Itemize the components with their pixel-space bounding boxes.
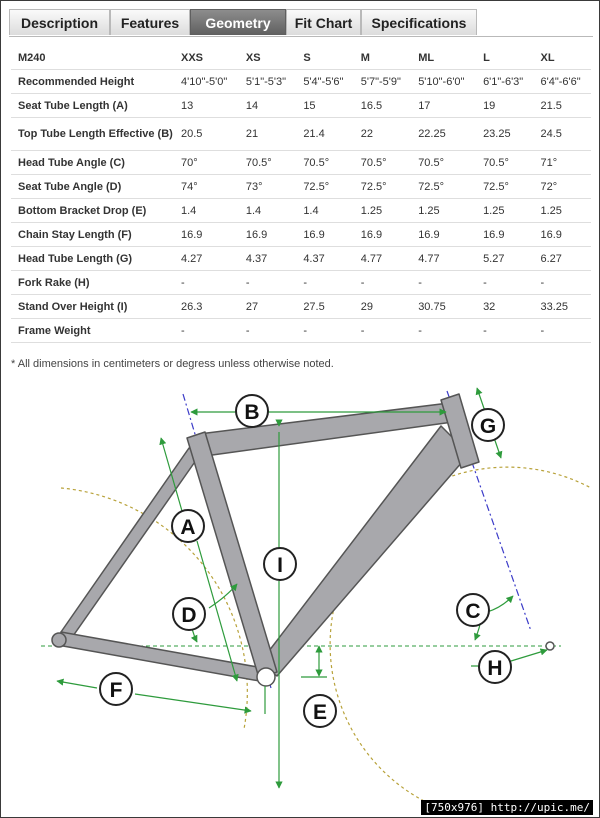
cell-value: 16.9: [354, 223, 411, 247]
dimensions-note: * All dimensions in centimeters or degress unless otherwise noted.: [11, 358, 334, 370]
cell-value: 70.5°: [476, 151, 533, 175]
cell-value: 14: [239, 94, 296, 118]
row-label: Frame Weight: [11, 319, 174, 343]
row-label: Head Tube Angle (C): [11, 151, 174, 175]
size-header: ML: [411, 46, 476, 70]
cell-value: 72.5°: [411, 175, 476, 199]
cell-value: 26.3: [174, 295, 239, 319]
tab-bar: [9, 9, 593, 37]
cell-value: -: [534, 319, 592, 343]
cell-value: 5'7"-5'9": [354, 70, 411, 94]
size-header: XL: [534, 46, 592, 70]
svg-text:H: H: [487, 657, 503, 680]
cell-value: -: [174, 319, 239, 343]
watermark: [750x976] http://upic.me/: [421, 800, 593, 815]
cell-value: 16.9: [174, 223, 239, 247]
cell-value: 72.5°: [354, 175, 411, 199]
cell-value: 70.5°: [239, 151, 296, 175]
cell-value: -: [174, 271, 239, 295]
cell-value: 16.9: [239, 223, 296, 247]
front-axle: [546, 642, 554, 650]
bottom-bracket: [257, 668, 275, 686]
cell-value: 70.5°: [296, 151, 353, 175]
cell-value: 29: [354, 295, 411, 319]
cell-value: 24.5: [534, 118, 592, 151]
cell-value: -: [239, 271, 296, 295]
cell-value: 6'1"-6'3": [476, 70, 533, 94]
cell-value: 71°: [534, 151, 592, 175]
cell-value: 70.5°: [354, 151, 411, 175]
size-header: XS: [239, 46, 296, 70]
cell-value: 16.5: [354, 94, 411, 118]
cell-value: -: [239, 319, 296, 343]
cell-value: 1.4: [239, 199, 296, 223]
table-row: [11, 199, 591, 223]
svg-text:B: B: [244, 401, 260, 424]
row-label: Stand Over Height (I): [11, 295, 174, 319]
cell-value: 74°: [174, 175, 239, 199]
size-header: M: [354, 46, 411, 70]
label-i: [264, 548, 296, 580]
tab-geometry[interactable]: Geometry: [190, 9, 286, 35]
tab-fit-chart[interactable]: Fit Chart: [286, 9, 361, 35]
cell-value: 21.5: [534, 94, 592, 118]
cell-value: 5'4"-5'6": [296, 70, 353, 94]
label-f: [100, 673, 132, 705]
cell-value: 16.9: [534, 223, 592, 247]
cell-value: 1.25: [411, 199, 476, 223]
svg-text:F: F: [109, 679, 123, 702]
cell-value: 17: [411, 94, 476, 118]
chain-stay: [61, 632, 265, 682]
label-b: [236, 395, 268, 427]
label-d: [173, 598, 205, 630]
cell-value: -: [354, 271, 411, 295]
cell-value: -: [296, 271, 353, 295]
table-row: [11, 295, 591, 319]
cell-value: 1.25: [354, 199, 411, 223]
size-header: S: [296, 46, 353, 70]
cell-value: 32: [476, 295, 533, 319]
cell-value: 5'1"-5'3": [239, 70, 296, 94]
cell-value: 16.9: [476, 223, 533, 247]
cell-value: 1.25: [534, 199, 592, 223]
table-row: [11, 271, 591, 295]
front-wheel-arc: [330, 467, 591, 801]
cell-value: 19: [476, 94, 533, 118]
cell-value: 4.77: [354, 247, 411, 271]
cell-value: 6.27: [534, 247, 592, 271]
cell-value: 21.4: [296, 118, 353, 151]
cell-value: 23.25: [476, 118, 533, 151]
label-e: [304, 695, 336, 727]
cell-value: 70.5°: [411, 151, 476, 175]
table-row: [11, 70, 591, 94]
svg-text:I: I: [277, 554, 283, 577]
cell-value: 5.27: [476, 247, 533, 271]
tab-features[interactable]: Features: [110, 9, 190, 35]
row-label: Bottom Bracket Drop (E): [11, 199, 174, 223]
cell-value: -: [534, 271, 592, 295]
table-row: [11, 223, 591, 247]
cell-value: 70°: [174, 151, 239, 175]
row-label: Seat Tube Length (A): [11, 94, 174, 118]
svg-text:D: D: [181, 604, 197, 627]
table-row: [11, 247, 591, 271]
cell-value: 6'4"-6'6": [534, 70, 592, 94]
row-label: Chain Stay Length (F): [11, 223, 174, 247]
tab-description[interactable]: Description: [9, 9, 110, 35]
cell-value: 1.25: [476, 199, 533, 223]
cell-value: 1.4: [296, 199, 353, 223]
size-header: L: [476, 46, 533, 70]
cell-value: -: [411, 271, 476, 295]
rear-dropout: [52, 633, 66, 647]
cell-value: 4.27: [174, 247, 239, 271]
cell-value: 4.37: [239, 247, 296, 271]
cell-value: 16.9: [296, 223, 353, 247]
svg-text:E: E: [312, 701, 328, 724]
row-label: Recommended Height: [11, 70, 174, 94]
size-header: XXS: [174, 46, 239, 70]
table-row: [11, 94, 591, 118]
row-label: Top Tube Length Effective (B): [11, 118, 174, 151]
cell-value: 27: [239, 295, 296, 319]
cell-value: -: [411, 319, 476, 343]
geometry-table: [11, 46, 591, 343]
row-label: Seat Tube Angle (D): [11, 175, 174, 199]
cell-value: 4.77: [411, 247, 476, 271]
table-header-row: [11, 46, 591, 70]
cell-value: 21: [239, 118, 296, 151]
cell-value: 72.5°: [476, 175, 533, 199]
table-row: [11, 118, 591, 151]
cell-value: 20.5: [174, 118, 239, 151]
cell-value: 16.9: [411, 223, 476, 247]
label-c: [457, 594, 489, 626]
cell-value: -: [296, 319, 353, 343]
cell-value: 5'10"-6'0": [411, 70, 476, 94]
cell-value: 73°: [239, 175, 296, 199]
cell-value: -: [476, 319, 533, 343]
cell-value: 22: [354, 118, 411, 151]
cell-value: 13: [174, 94, 239, 118]
frame-geometry-diagram: [1, 376, 600, 801]
table-row: [11, 319, 591, 343]
cell-value: 1.4: [174, 199, 239, 223]
row-label: Head Tube Length (G): [11, 247, 174, 271]
cell-value: 15: [296, 94, 353, 118]
cell-value: 22.25: [411, 118, 476, 151]
svg-text:C: C: [465, 600, 481, 623]
row-label: Fork Rake (H): [11, 271, 174, 295]
cell-value: 27.5: [296, 295, 353, 319]
cell-value: 72.5°: [296, 175, 353, 199]
tab-specifications[interactable]: Specifications: [361, 9, 477, 35]
label-h: [479, 651, 511, 683]
model-name: M240: [11, 46, 174, 70]
cell-value: 4.37: [296, 247, 353, 271]
cell-value: 30.75: [411, 295, 476, 319]
label-g: [472, 409, 504, 441]
cell-value: 72°: [534, 175, 592, 199]
label-a: [172, 510, 204, 542]
table-row: [11, 151, 591, 175]
cell-value: 4'10"-5'0": [174, 70, 239, 94]
cell-value: -: [476, 271, 533, 295]
cell-value: -: [354, 319, 411, 343]
table-row: [11, 175, 591, 199]
svg-text:A: A: [180, 516, 196, 539]
cell-value: 33.25: [534, 295, 592, 319]
svg-text:G: G: [479, 415, 497, 438]
